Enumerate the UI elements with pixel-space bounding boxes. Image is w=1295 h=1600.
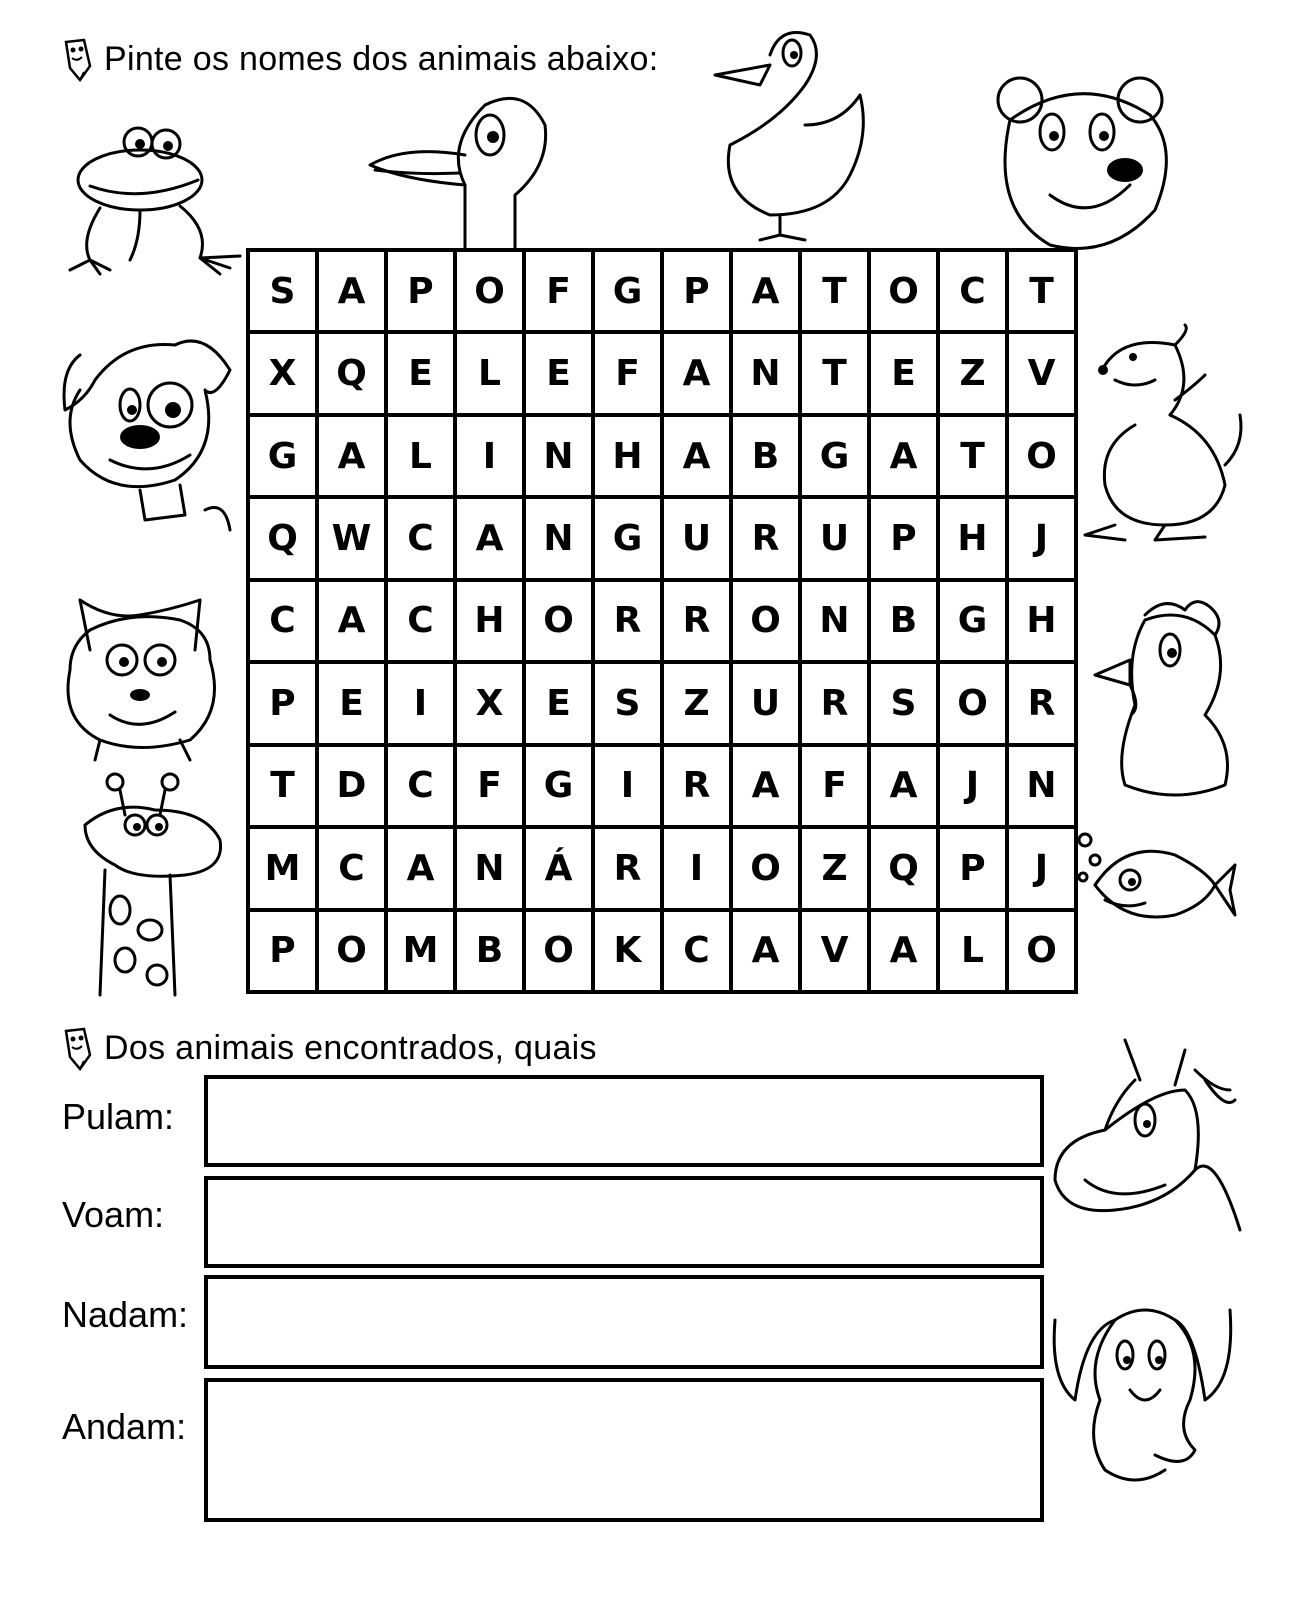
pencil-icon [60, 36, 96, 82]
grid-cell[interactable]: O [733, 829, 798, 907]
grid-cell[interactable]: W [319, 499, 384, 577]
grid-cell[interactable]: P [664, 252, 729, 330]
grid-cell[interactable]: A [319, 417, 384, 495]
grid-cell[interactable]: A [664, 334, 729, 412]
grid-cell[interactable]: D [319, 747, 384, 825]
grid-cell[interactable]: V [802, 912, 867, 990]
grid-cell[interactable]: B [733, 417, 798, 495]
pencil-icon [60, 1025, 96, 1071]
grid-cell[interactable]: I [388, 664, 453, 742]
grid-cell[interactable]: T [802, 334, 867, 412]
grid-cell[interactable]: C [664, 912, 729, 990]
grid-cell[interactable]: S [250, 252, 315, 330]
grid-cell[interactable]: G [595, 252, 660, 330]
duck-icon [365, 85, 555, 255]
grid-cell[interactable]: P [250, 912, 315, 990]
grid-cell[interactable]: C [388, 747, 453, 825]
grid-cell[interactable]: X [250, 334, 315, 412]
grid-cell[interactable]: C [940, 252, 1005, 330]
grid-cell[interactable]: Q [871, 829, 936, 907]
bear-icon [990, 70, 1170, 260]
grid-cell[interactable]: T [1009, 252, 1074, 330]
grid-cell[interactable]: N [457, 829, 522, 907]
grid-cell[interactable]: A [319, 582, 384, 660]
grid-cell[interactable]: X [457, 664, 522, 742]
grid-cell[interactable]: G [595, 499, 660, 577]
label-pulam: Pulam: [62, 1096, 175, 1137]
grid-cell[interactable]: P [388, 252, 453, 330]
grid-cell[interactable]: T [802, 252, 867, 330]
grid-cell[interactable]: O [526, 912, 591, 990]
kangaroo-icon [1075, 325, 1245, 545]
grid-cell[interactable]: H [595, 417, 660, 495]
grid-cell[interactable]: G [250, 417, 315, 495]
grid-cell[interactable]: O [871, 252, 936, 330]
grid-cell[interactable]: A [733, 912, 798, 990]
grid-cell[interactable]: T [940, 417, 1005, 495]
grid-cell[interactable]: G [940, 582, 1005, 660]
grid-cell[interactable]: M [388, 912, 453, 990]
grid-cell[interactable]: E [526, 334, 591, 412]
grid-cell[interactable]: F [802, 747, 867, 825]
grid-cell[interactable]: U [733, 664, 798, 742]
instruction-classify [60, 1025, 597, 1071]
instruction-classify-text: Dos animais encontrados, quais [104, 1028, 597, 1067]
grid-cell[interactable]: I [457, 417, 522, 495]
grid-cell[interactable]: U [802, 499, 867, 577]
grid-cell[interactable]: R [802, 664, 867, 742]
grid-cell[interactable]: E [526, 664, 591, 742]
grid-cell[interactable]: P [871, 499, 936, 577]
grid-cell[interactable]: J [1009, 499, 1074, 577]
grid-cell[interactable]: N [802, 582, 867, 660]
grid-cell[interactable]: G [526, 747, 591, 825]
grid-cell[interactable]: I [595, 747, 660, 825]
grid-cell[interactable]: Z [940, 334, 1005, 412]
grid-cell[interactable]: E [871, 334, 936, 412]
grid-cell[interactable]: V [1009, 334, 1074, 412]
instruction-find-text: Pinte os nomes dos animais abaixo: [104, 39, 659, 78]
grid-cell[interactable]: Q [319, 334, 384, 412]
grid-cell[interactable]: A [457, 499, 522, 577]
grid-cell[interactable]: A [733, 252, 798, 330]
grid-cell[interactable]: A [388, 829, 453, 907]
grid-cell[interactable]: T [250, 747, 315, 825]
grid-cell[interactable]: Á [526, 829, 591, 907]
answer-box-andam[interactable] [204, 1378, 1044, 1522]
grid-cell[interactable]: N [526, 417, 591, 495]
label-voam: Voam: [62, 1194, 165, 1235]
grid-cell[interactable]: A [664, 417, 729, 495]
grid-cell[interactable]: C [388, 582, 453, 660]
grid-cell[interactable]: G [802, 417, 867, 495]
grid-cell[interactable]: Z [802, 829, 867, 907]
grid-cell[interactable]: O [319, 912, 384, 990]
grid-cell[interactable]: Q [250, 499, 315, 577]
giraffe-icon [75, 770, 230, 995]
frog-icon [60, 120, 245, 280]
grid-cell[interactable]: E [388, 334, 453, 412]
grid-cell[interactable]: U [664, 499, 729, 577]
grid-cell[interactable]: L [940, 912, 1005, 990]
grid-cell[interactable]: O [1009, 912, 1074, 990]
grid-cell[interactable]: K [595, 912, 660, 990]
grid-cell[interactable]: E [319, 664, 384, 742]
grid-cell[interactable]: O [1009, 417, 1074, 495]
grid-cell[interactable]: R [1009, 664, 1074, 742]
grid-cell[interactable]: M [250, 829, 315, 907]
chicken-icon [1085, 595, 1240, 800]
grid-cell[interactable]: S [595, 664, 660, 742]
grid-cell[interactable]: Z [664, 664, 729, 742]
grid-cell[interactable]: J [1009, 829, 1074, 907]
word-search-grid [246, 248, 1078, 994]
answer-box-voam[interactable] [204, 1176, 1044, 1268]
answer-box-nadam[interactable] [204, 1275, 1044, 1369]
fish-icon [1075, 825, 1240, 935]
grid-cell[interactable]: J [940, 747, 1005, 825]
grid-cell[interactable]: N [1009, 747, 1074, 825]
grid-cell[interactable]: R [595, 829, 660, 907]
grid-cell[interactable]: B [457, 912, 522, 990]
elephant-icon [1045, 1290, 1240, 1490]
grid-cell[interactable]: N [733, 334, 798, 412]
answer-box-pulam[interactable] [204, 1075, 1044, 1167]
label-nadam: Nadam: [62, 1294, 189, 1335]
grid-cell[interactable]: N [526, 499, 591, 577]
grid-cell[interactable]: P [250, 664, 315, 742]
grid-cell[interactable]: A [871, 747, 936, 825]
grid-cell[interactable]: A [871, 912, 936, 990]
grid-cell[interactable]: O [457, 252, 522, 330]
grid-cell[interactable]: H [457, 582, 522, 660]
grid-cell[interactable]: C [388, 499, 453, 577]
grid-cell[interactable]: P [940, 829, 1005, 907]
grid-cell[interactable]: R [664, 582, 729, 660]
label-andam: Andam: [62, 1406, 187, 1447]
grid-cell[interactable]: A [871, 417, 936, 495]
grid-cell[interactable]: A [319, 252, 384, 330]
grid-cell[interactable]: L [457, 334, 522, 412]
grid-cell[interactable]: I [664, 829, 729, 907]
grid-cell[interactable]: H [1009, 582, 1074, 660]
grid-cell[interactable]: O [526, 582, 591, 660]
grid-cell[interactable]: B [871, 582, 936, 660]
grid-cell[interactable]: O [733, 582, 798, 660]
grid-cell[interactable]: R [664, 747, 729, 825]
grid-cell[interactable]: A [733, 747, 798, 825]
grid-cell[interactable]: F [595, 334, 660, 412]
grid-cell[interactable]: F [526, 252, 591, 330]
grid-cell[interactable]: O [940, 664, 1005, 742]
instruction-find [60, 36, 659, 82]
grid-cell[interactable]: S [871, 664, 936, 742]
horse-icon [1045, 1030, 1240, 1240]
grid-cell[interactable]: C [319, 829, 384, 907]
grid-cell[interactable]: L [388, 417, 453, 495]
dog-icon [55, 330, 240, 545]
goose-icon [710, 25, 875, 245]
cat-icon [60, 590, 225, 765]
grid-cell[interactable]: R [733, 499, 798, 577]
grid-cell[interactable]: F [457, 747, 522, 825]
grid-cell[interactable]: H [940, 499, 1005, 577]
grid-cell[interactable]: R [595, 582, 660, 660]
grid-cell[interactable]: C [250, 582, 315, 660]
